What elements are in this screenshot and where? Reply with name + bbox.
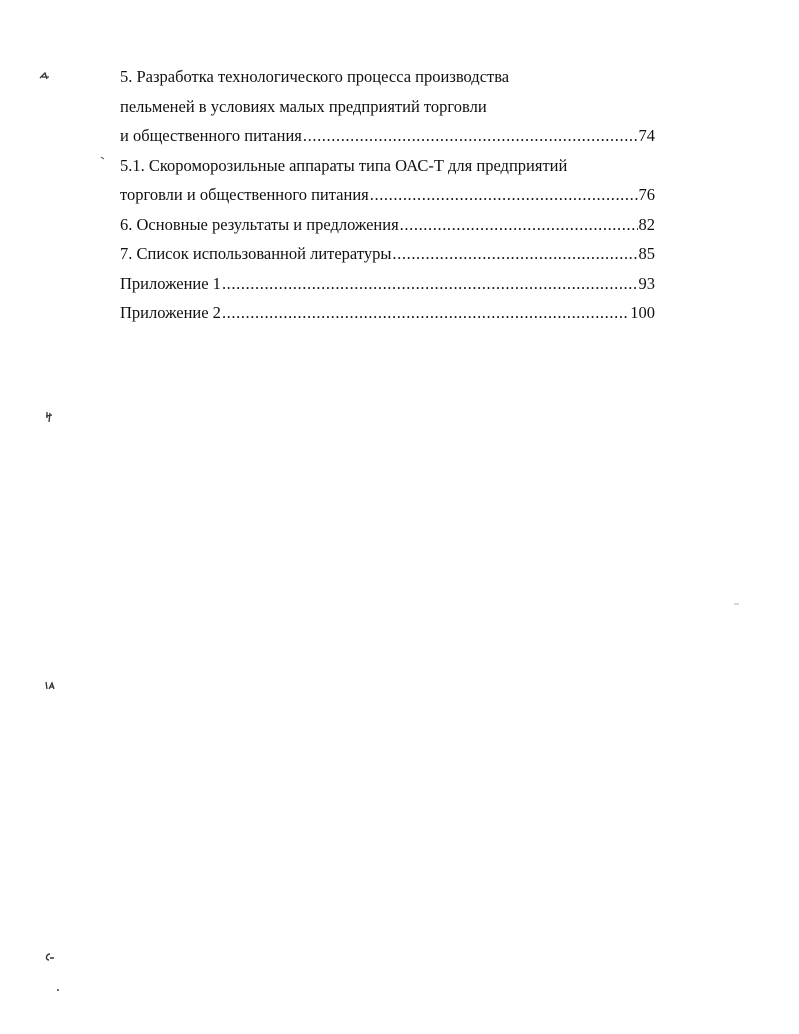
toc-entry [120,298,655,328]
toc-entry-text: Приложение 2 [120,303,221,322]
scan-artifact-mark [734,603,740,606]
toc-entry-text: и общественного питания [120,126,302,145]
toc-page-number: 85 [638,244,655,263]
toc-page-number: 93 [638,273,655,293]
toc-entry [120,239,655,269]
toc-page-number: 100 [630,303,655,322]
toc-entry [120,180,655,210]
toc-page-number: 76 [638,185,655,204]
dot-leader [303,121,638,151]
toc-entry-title-line [120,151,655,181]
dot-leader [370,180,638,210]
dot-leader [392,239,637,269]
toc-entry-text: Приложение 1 [120,273,221,293]
toc-entry [120,269,655,299]
dot-leader [400,210,638,240]
dot-leader [222,269,638,299]
toc-entry-text: 7. Список использованной литературы [120,244,392,263]
scan-artifact-mark [100,156,106,162]
toc-entry-title-line [120,92,655,122]
toc-page-number: 82 [638,214,655,234]
toc-entry-text: 5. Разработка технологического процесса производства [120,67,510,86]
scan-artifact-mark [44,410,54,424]
scan-artifact-mark [56,988,60,992]
toc-entry-text: 5.1. Скороморозильные аппараты типа ОАС-Т для предприятий [120,155,568,175]
table-of-contents [120,62,655,328]
toc-entry [120,210,655,240]
scan-artifact-mark [44,680,56,692]
toc-entry-text: пельменей в условиях малых предприятий торговли [120,96,487,116]
toc-entry-text: 6. Основные результаты и предложения [120,214,399,234]
toc-entry-title-line [120,62,655,92]
toc-page-number: 74 [638,126,655,145]
scan-artifact-mark [44,952,56,962]
scan-artifact-mark [38,70,52,82]
toc-entry-text: торговли и общественного питания [120,185,369,204]
dot-leader [222,298,629,328]
toc-entry [120,121,655,151]
